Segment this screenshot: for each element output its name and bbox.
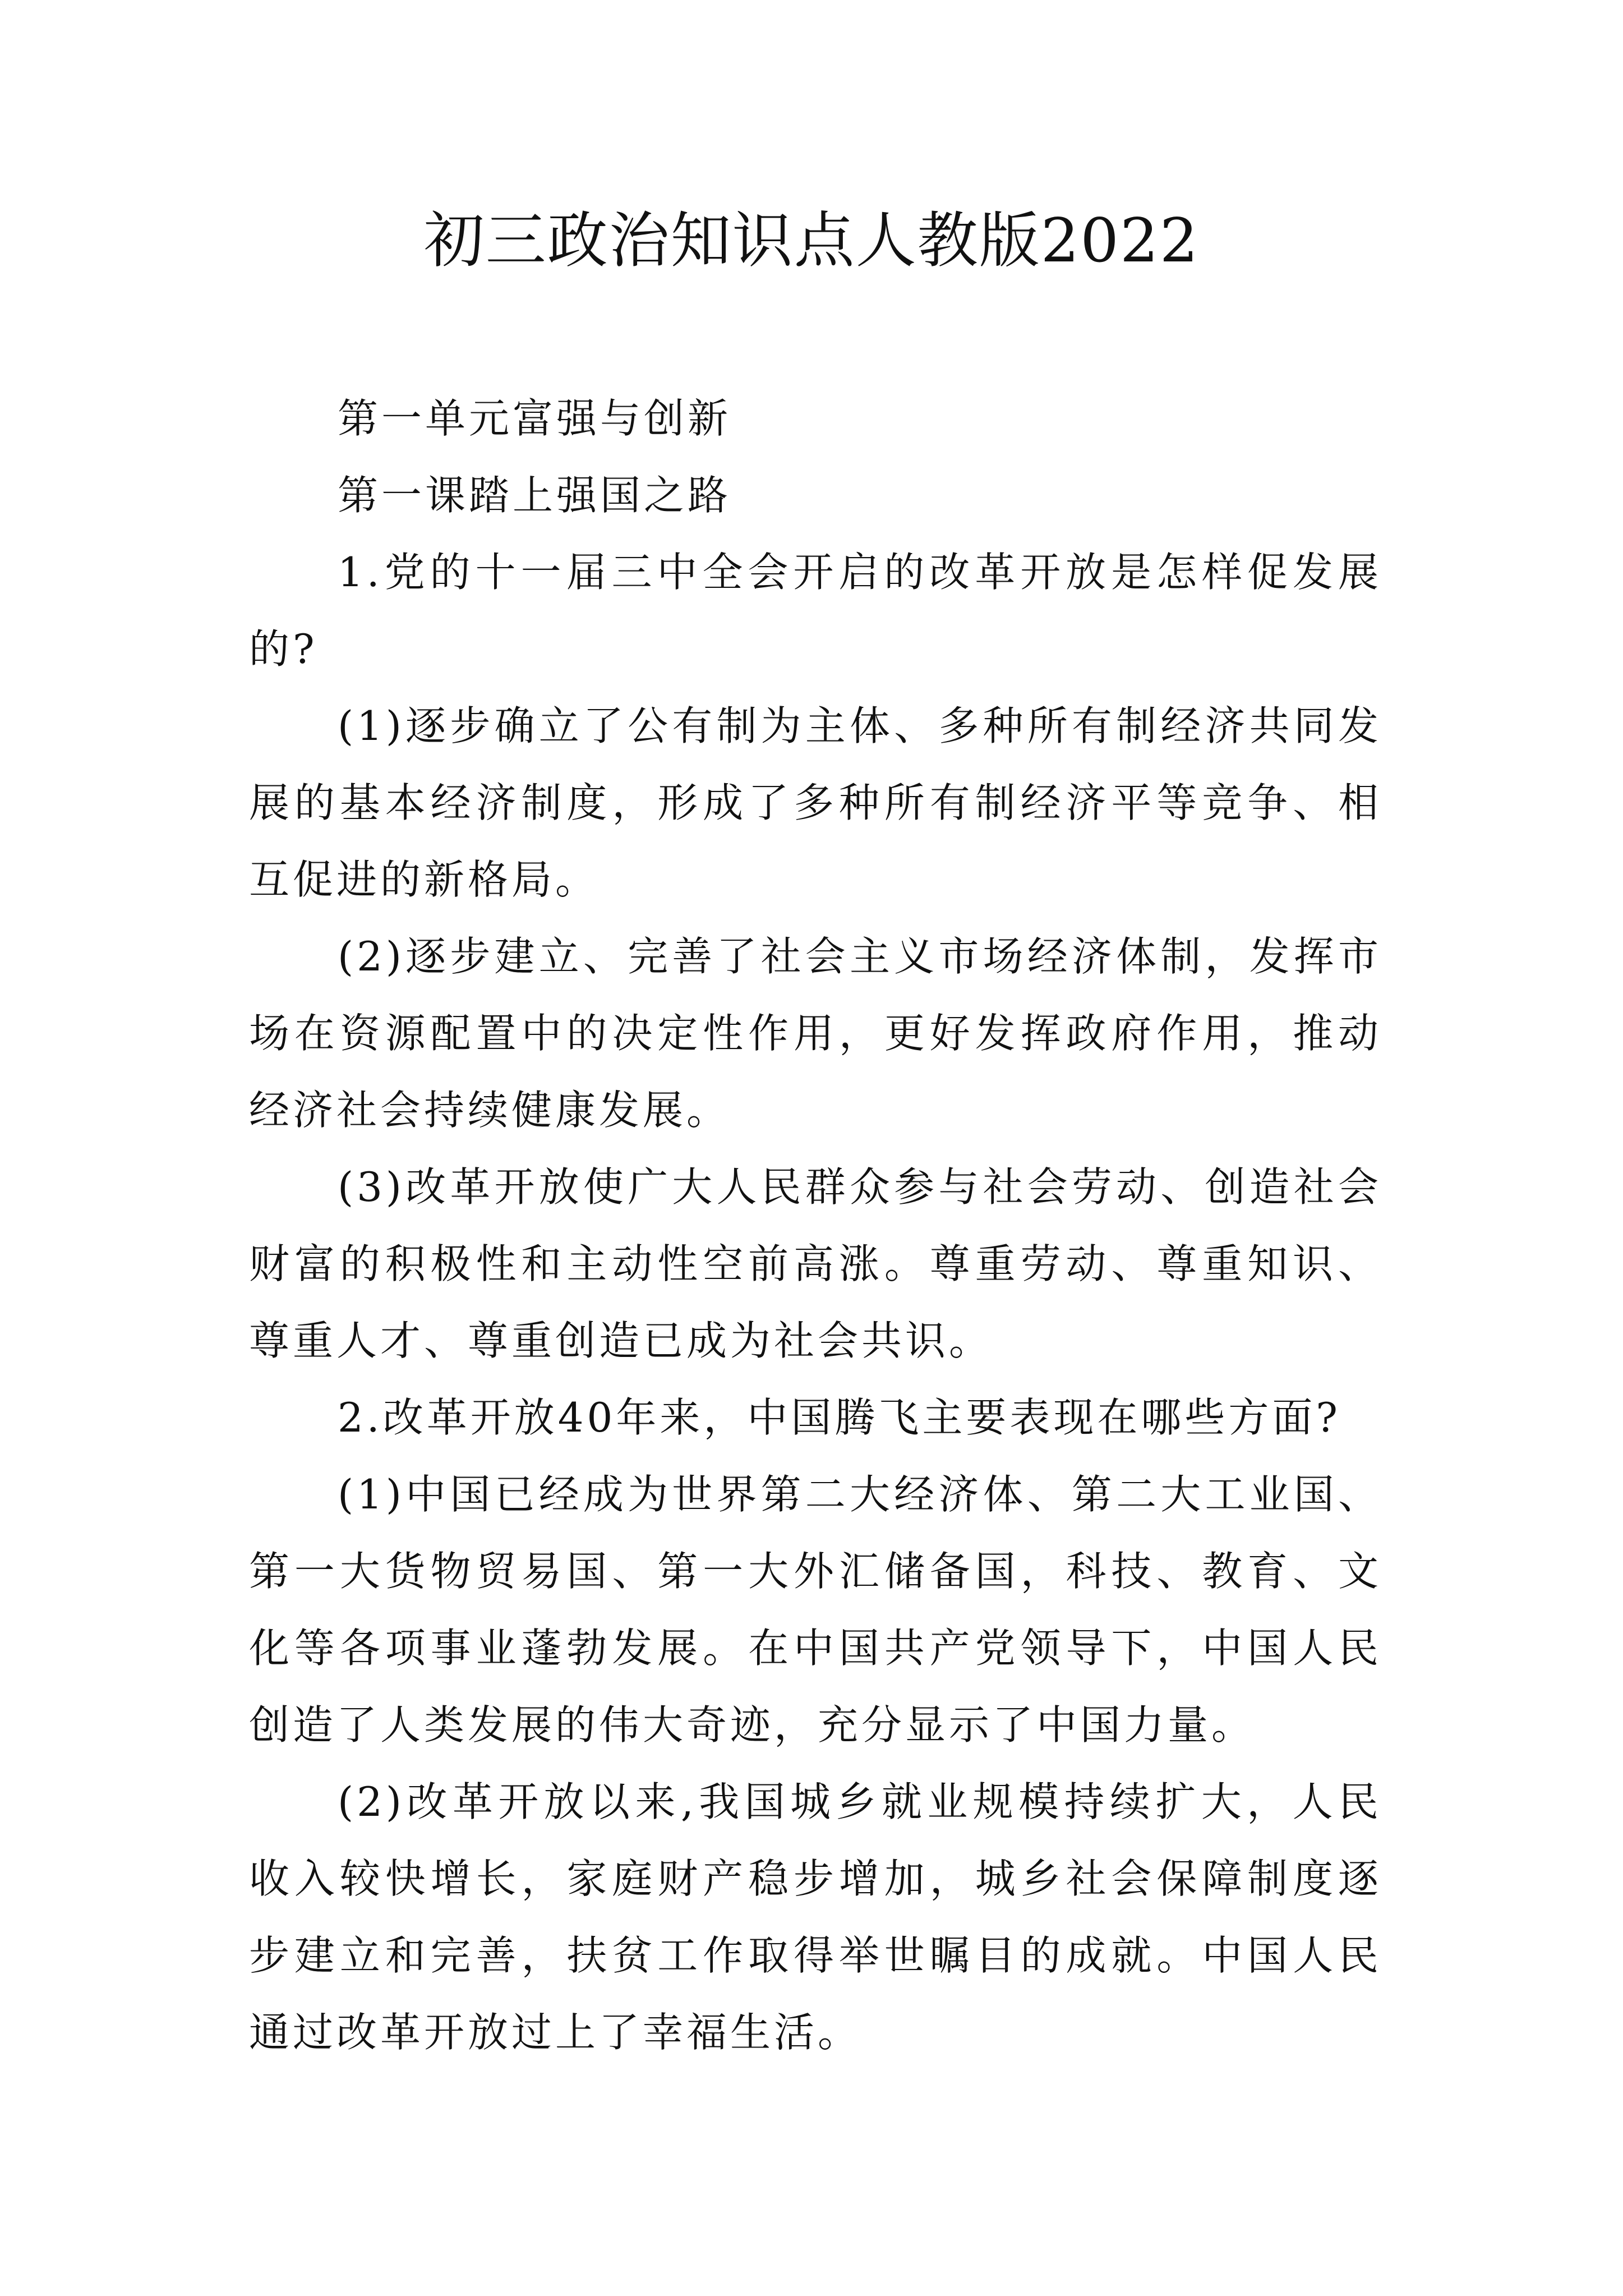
document-body	[249, 380, 1382, 2071]
answer-1-2: (2)逐步建立、完善了社会主义市场经济体制，发挥市场在资源配置中的决定性作用，更好发挥政府作用，推动经济社会持续健康发展。	[249, 933, 1382, 1134]
document-title: 初三政治知识点人教版2022	[423, 206, 1200, 276]
lesson-heading: 第一课踏上强国之路	[338, 472, 732, 519]
answer-2-1: (1)中国已经成为世界第二大经济体、第二大工业国、第一大货物贸易国、第一大外汇储备国，科技、教育、文化等各项事业蓬勃发展。在中国共产党领导下，中国人民创造了人类发展的伟大奇迹，充分显示了中国力量。	[249, 1471, 1382, 1749]
answer-2-2: (2)改革开放以来,我国城乡就业规模持续扩大，人民收入较快增长，家庭财产稳步增加，城乡社会保障制度逐步建立和完善，扶贫工作取得举世瞩目的成就。中国人民通过改革开放过上了幸福生活。	[249, 1778, 1382, 2056]
question-2: 2.改革开放40年来，中国腾飞主要表现在哪些方面?	[338, 1394, 1341, 1441]
answer-1-3: (3)改革开放使广大人民群众参与社会劳动、创造社会财富的积极性和主动性空前高涨。尊重劳动、尊重知识、尊重人才、尊重创造已成为社会共识。	[249, 1163, 1382, 1364]
answer-1-1: (1)逐步确立了公有制为主体、多种所有制经济共同发展的基本经济制度，形成了多种所有制经济平等竞争、相互促进的新格局。	[249, 702, 1382, 903]
unit-heading: 第一单元富强与创新	[338, 395, 732, 442]
question-1: 1.党的十一届三中全会开启的改革开放是怎样促发展的?	[249, 549, 1382, 673]
